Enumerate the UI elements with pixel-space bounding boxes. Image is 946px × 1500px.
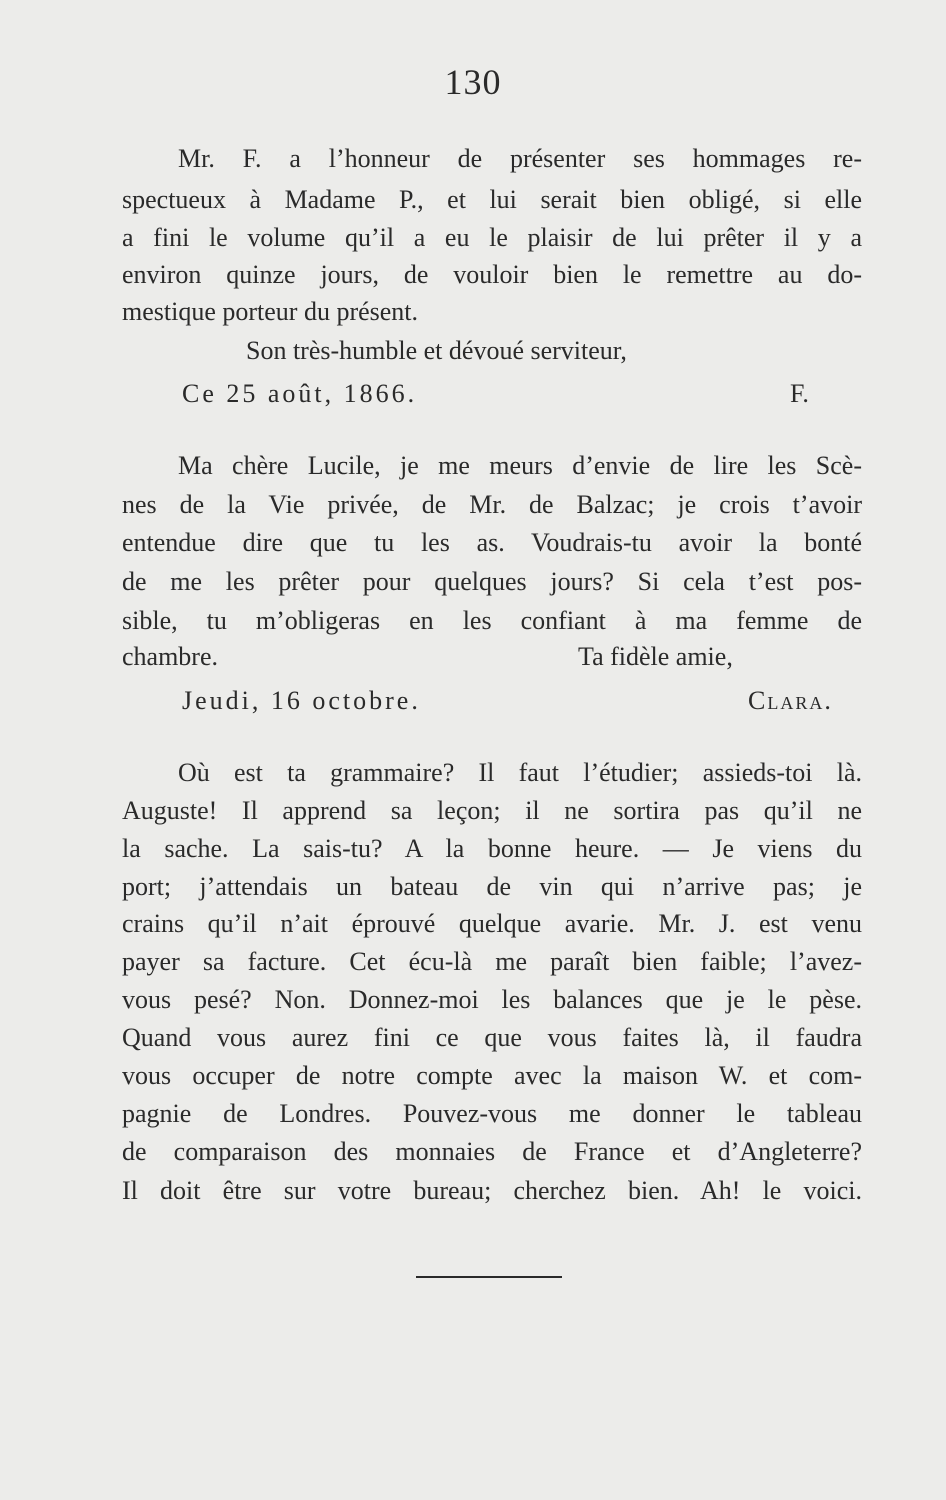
passage-line-1: Où est ta grammaire? Il faut l’étudier; assieds-toi là.: [178, 758, 862, 787]
note1-date: Ce 25 août, 1866.: [182, 379, 418, 408]
note2-date: Jeudi, 16 octobre.: [182, 686, 421, 715]
note1-line-5: mestique porteur du présent.: [122, 297, 419, 326]
note2-line-4: de me les prêter pour quelques jours? Si cela t’est pos-: [122, 567, 862, 596]
note1-line-4: environ quinze jours, de vouloir bien le remettre au do-: [122, 260, 862, 289]
note2-line-5: sible, tu m’obligeras en les confiant à ma femme de: [122, 606, 862, 635]
end-rule: [416, 1276, 562, 1278]
note2-line-2: nes de la Vie privée, de Mr. de Balzac; je crois t’avoir: [122, 490, 862, 519]
note2-last-line: chambre.: [122, 642, 219, 671]
passage-line-12: Il doit être sur votre bureau; cherchez bien. Ah! le voici.: [122, 1176, 862, 1205]
passage-line-10: pagnie de Londres. Pouvez-vous me donner le tableau: [122, 1099, 862, 1128]
passage-line-2: Auguste! Il apprend sa leçon; il ne sortira pas qu’il ne: [122, 796, 862, 825]
note2-line-3: entendue dire que tu les as. Voudrais-tu avoir la bonté: [122, 528, 862, 557]
note2-signature: Clara.: [748, 686, 833, 715]
note1-line-3: a fini le volume qu’il a eu le plaisir de lui prêter il y a: [122, 223, 862, 252]
passage-line-11: de comparaison des monnaies de France et d’Angleterre?: [122, 1137, 862, 1166]
note2-closing: Ta fidèle amie,: [578, 642, 733, 671]
note1-signature: F.: [790, 379, 809, 408]
note1-line-1: Mr. F. a l’honneur de présenter ses hommages re-: [178, 144, 862, 173]
note1-closing: Son très-humble et dévoué serviteur,: [246, 336, 627, 365]
passage-line-3: la sache. La sais-tu? A la bonne heure. — Je viens du: [122, 834, 862, 863]
passage-line-7: vous pesé? Non. Donnez-moi les balances que je le pèse.: [122, 985, 862, 1014]
passage-line-6: payer sa facture. Cet écu-là me paraît bien faible; l’avez-: [122, 947, 862, 976]
passage-line-5: crains qu’il n’ait éprouvé quelque avarie. Mr. J. est venu: [122, 909, 862, 938]
page-number: 130: [444, 62, 502, 102]
passage-line-4: port; j’attendais un bateau de vin qui n’arrive pas; je: [122, 872, 862, 901]
note1-line-2: spectueux à Madame P., et lui serait bien obligé, si elle: [122, 185, 862, 214]
passage-line-9: vous occuper de notre compte avec la maison W. et com-: [122, 1061, 862, 1090]
passage-line-8: Quand vous aurez fini ce que vous faites là, il faudra: [122, 1023, 862, 1052]
note2-line-1: Ma chère Lucile, je me meurs d’envie de lire les Scè-: [178, 451, 862, 480]
